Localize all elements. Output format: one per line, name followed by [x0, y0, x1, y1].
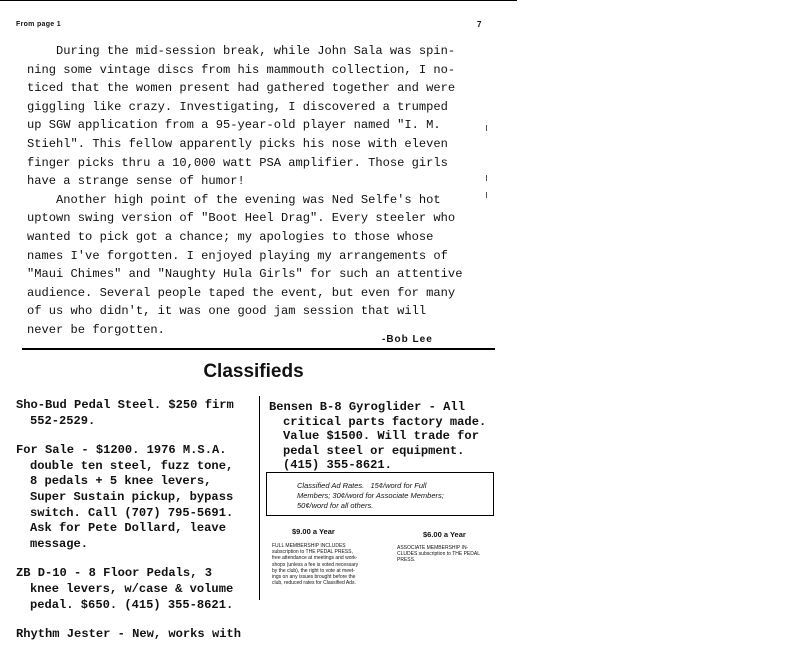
article-line: have a strange sense of humor!	[27, 174, 245, 189]
membership-line: by the club), the right to vote at meet-	[272, 567, 355, 574]
classified-ad	[16, 627, 261, 643]
classified-ad	[16, 398, 261, 429]
page-number: 7	[477, 20, 482, 29]
article-line: finger picks thru a 10,000 watt PSA amplifier. Those girls	[27, 155, 448, 170]
article-line: Another high point of the evening was Ned Selfe's hot	[27, 192, 441, 207]
membership-line: shops (unless a fee is voted necessary	[272, 561, 359, 568]
associate-membership-text	[397, 545, 507, 564]
classified-ad-line: 8 pedals + 5 knee levers,	[30, 474, 212, 489]
article-line: Stiehl". This fellow apparently picks his nose with eleven	[27, 136, 448, 151]
article-line: uptown swing version of "Boot Heel Drag". Every steeler who	[27, 211, 456, 226]
scan-specks	[486, 120, 488, 200]
membership-line: FULL MEMBERSHIP INCLUDES	[272, 543, 346, 549]
article-signature: -Bob Lee	[382, 334, 433, 345]
classified-ad-line: critical parts factory made.	[283, 414, 487, 429]
membership-line: subscription to THE PEDAL PRESS,	[272, 549, 353, 556]
classified-ad-line: ZB D-10 - 8 Floor Pedals, 3	[16, 566, 212, 581]
article-line: During the mid-session break, while John Sala was spin-	[27, 44, 456, 58]
classified-ad-line: For Sale - $1200. 1976 M.S.A.	[16, 443, 227, 458]
classified-ad-line: pedal steel or equipment.	[283, 443, 465, 458]
article-line: ticed that the women present had gathered together and were	[27, 81, 456, 96]
article-line: "Maui Chimes" and "Naughty Hula Girls" for such an attentive	[27, 267, 463, 282]
article-line: up SGW application from a 95-year-old player named "I. M.	[27, 118, 441, 133]
article-line: ning some vintage discs from his mammouth collection, I no-	[27, 62, 456, 77]
classified-ad	[16, 566, 261, 613]
classified-ad-line: Sho-Bud Pedal Steel. $250 firm	[16, 398, 234, 412]
article-line: names I've forgotten. I enjoyed playing my arrangements of	[27, 248, 448, 263]
classified-ad-gyroglider	[269, 400, 499, 473]
classified-ad-line: Rhythm Jester - New, works with	[16, 627, 241, 642]
column-divider	[259, 396, 260, 600]
classified-ad-line: message.	[30, 536, 89, 551]
ad-rates-line: Members; 30¢/word for Associate Members;	[297, 491, 444, 500]
ad-rates-line: 50¢/word for all others.	[297, 501, 374, 510]
classified-ad-line: pedal. $650. (415) 355-8621.	[30, 597, 234, 612]
article-body	[27, 42, 497, 340]
ad-rates-line: Classified Ad Rates. 15¢/word for Full	[297, 481, 427, 490]
membership-line: club, reduced rates for Classified Ads.	[272, 580, 356, 587]
membership-line: free attendance at meetings and work-	[272, 555, 358, 562]
classified-ad-line: knee levers, w/case & volume	[30, 581, 234, 596]
article-line: never be forgotten.	[27, 322, 165, 337]
full-membership-fee: $9.00 a Year	[292, 527, 335, 536]
from-page-label: From page 1	[16, 21, 61, 28]
classified-ad-line: Ask for Pete Dollard, leave	[30, 521, 226, 536]
membership-line: PRESS.	[397, 557, 416, 564]
classified-ad-line: double ten steel, fuzz tone,	[30, 458, 234, 473]
classifieds-title: Classifieds	[203, 361, 304, 382]
article-line: giggling like crazy. Investigating, I discovered a trumped	[27, 99, 448, 114]
section-divider	[22, 348, 495, 350]
membership-line: ASSOCIATE MEMBERSHIP IN-	[397, 545, 469, 551]
membership-line: ings on any issues brought before the	[272, 574, 356, 581]
article-line: wanted to pick got a chance; my apologies to those whose	[27, 229, 434, 244]
classified-ad-line: Value $1500. Will trade for	[283, 429, 479, 443]
classified-ad-line: Bensen B-8 Gyroglider - All	[269, 400, 465, 414]
top-border	[0, 0, 517, 1]
associate-membership-fee: $6.00 a Year	[423, 530, 466, 539]
membership-line: CLUDES subscription to THE PEDAL	[397, 551, 480, 558]
ad-rates-box	[266, 472, 494, 516]
classified-ad-line: (415) 355-8621.	[283, 458, 392, 472]
article-line: audience. Several people taped the event, but even for many	[27, 285, 456, 300]
full-membership-text	[272, 543, 387, 586]
classified-ad-line: Super Sustain pickup, bypass	[30, 489, 234, 504]
classified-ad-line: switch. Call (707) 795-5691.	[30, 505, 234, 520]
classified-ad	[16, 443, 261, 552]
classified-ad-line: 552-2529.	[30, 413, 96, 428]
article-line: of us who didn't, it was one good jam session that will	[27, 304, 427, 319]
classifieds-left-column	[16, 398, 261, 657]
